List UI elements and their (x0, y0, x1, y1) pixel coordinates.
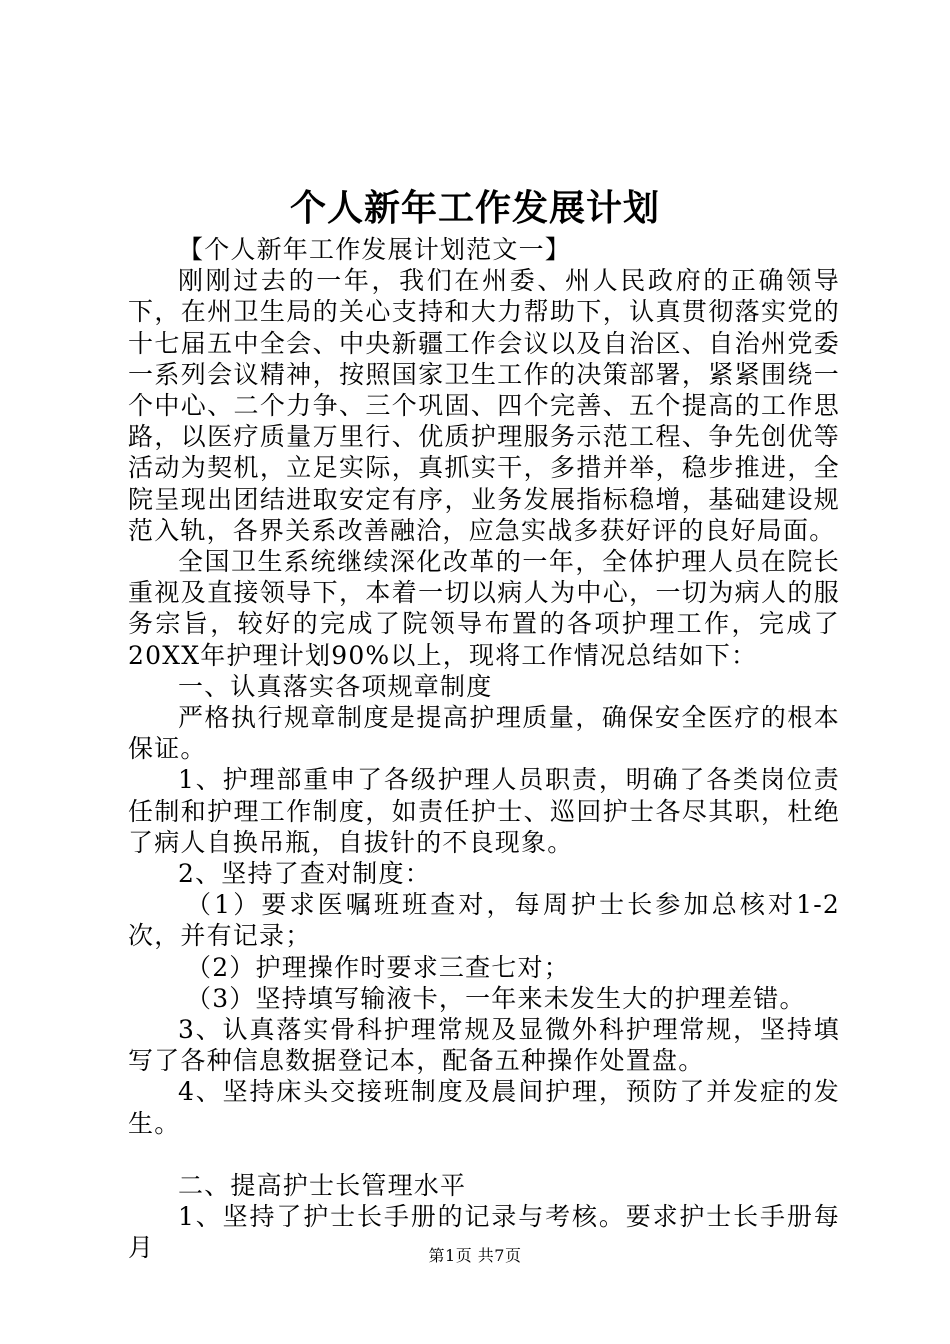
page-number-footer: 第1页 共7页 (428, 1246, 522, 1265)
section-heading-head-nurse: 二、提高护士长管理水平 (178, 1171, 467, 1201)
list-item-duties: 1、护理部重申了各级护理人员职责，明确了各类岗位责任制和护理工作制度，如责任护士、巡回护士各尽其职，杜绝了病人自换吊瓶，自拔针的不良现象。 (128, 765, 840, 857)
paragraph-rules-importance: 严格执行规章制度是提高护理质量，确保安全医疗的根本保证。 (128, 703, 840, 764)
sub-item-orders-check: （1）要求医嘱班班查对，每周护士长参加总核对1-2次，并有记录； (128, 890, 840, 951)
section-heading-rules: 一、认真落实各项规章制度 (178, 671, 493, 701)
blank-line (128, 1139, 840, 1170)
paragraph-review-of-year: 刚刚过去的一年，我们在州委、州人民政府的正确领导下，在州卫生局的关心支持和大力帮助下，认真贯彻落实党的十七届五中全会、中央新疆工作会议以及自治区、自治州党委一系列会议精神，按照国家卫生工作的决策部署，紧紧围绕一个中心、二个力争、三个巩固、四个完善、五个提高的工作思路，以医疗质量万里行、优质护理服务示范工程、争先创优等活动为契机，立足实际，真抓实干，多措并举，稳步推进，全院呈现出团结进取安定有序，业务发展指标稳增，基础建设规范入轨，各界关系改善融洽，应急实战多获好评的良好局面。 (128, 266, 840, 545)
section-heading-sample-one: 【个人新年工作发展计划范文一】 (178, 235, 572, 264)
list-item-head-nurse-manual: 1、坚持了护士长手册的记录与考核。要求护士长手册每月 (128, 1202, 840, 1263)
sub-item-three-checks: （2）护理操作时要求三查七对； (186, 952, 570, 982)
list-item-checking: 2、坚持了查对制度： (178, 859, 431, 889)
document-body (128, 234, 840, 1264)
paragraph-nursing-summary: 全国卫生系统继续深化改革的一年，全体护理人员在院长重视及直接领导下，本着一切以病人为中心，一切为病人的服务宗旨，较好的完成了院领导布置的各项护理工作，完成了20XX年护理计划90%以上，现将工作情况总结如下： (128, 547, 840, 670)
list-item-shift-handover: 4、坚持床头交接班制度及晨间护理，预防了并发症的发生。 (128, 1077, 840, 1138)
document-title: 个人新年工作发展计划 (289, 187, 660, 229)
list-item-orthopedic-care: 3、认真落实骨科护理常规及显微外科护理常规，坚持填写了各种信息数据登记本，配备五种操作处置盘。 (128, 1015, 840, 1076)
sub-item-infusion-card: （3）坚持填写输液卡，一年来未发生大的护理差错。 (186, 983, 806, 1013)
